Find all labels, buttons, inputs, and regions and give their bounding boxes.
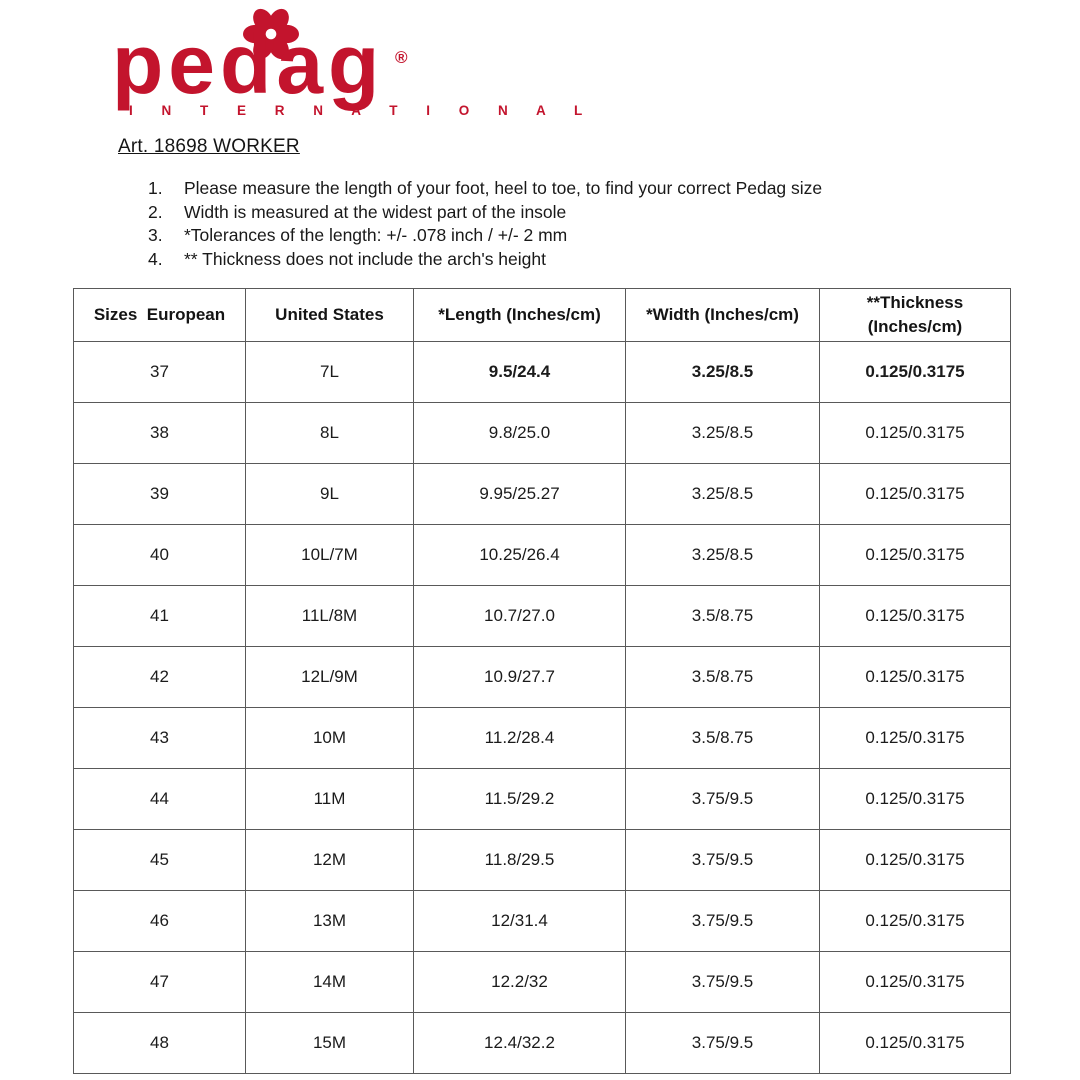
- table-row: [74, 525, 1011, 586]
- cell-length: 9.5/24.4: [414, 342, 626, 403]
- cell-eu-size: 45: [74, 830, 246, 891]
- cell-thickness: 0.125/0.3175: [820, 647, 1011, 708]
- table-row: [74, 342, 1011, 403]
- header-eu-sizes: Sizes European: [74, 289, 246, 342]
- cell-eu-size: 47: [74, 952, 246, 1013]
- note-text: ** Thickness does not include the arch's height: [184, 248, 546, 269]
- note-item: [148, 248, 822, 272]
- table-row: [74, 464, 1011, 525]
- table-body: [74, 342, 1011, 1074]
- cell-length: 12.4/32.2: [414, 1013, 626, 1074]
- cell-eu-size: 44: [74, 769, 246, 830]
- cell-us-size: 13M: [246, 891, 414, 952]
- note-number: 1.: [148, 178, 163, 198]
- cell-length: 10.9/27.7: [414, 647, 626, 708]
- cell-us-size: 12L/9M: [246, 647, 414, 708]
- article-title: Art. 18698 WORKER: [118, 136, 300, 157]
- cell-us-size: 9L: [246, 464, 414, 525]
- cell-width: 3.25/8.5: [626, 403, 820, 464]
- table-row: [74, 586, 1011, 647]
- cell-width: 3.5/8.75: [626, 586, 820, 647]
- cell-us-size: 11L/8M: [246, 586, 414, 647]
- table-row: [74, 1013, 1011, 1074]
- cell-us-size: 8L: [246, 403, 414, 464]
- cell-thickness: 0.125/0.3175: [820, 952, 1011, 1013]
- cell-width: 3.75/9.5: [626, 830, 820, 891]
- cell-length: 12.2/32: [414, 952, 626, 1013]
- cell-width: 3.5/8.75: [626, 647, 820, 708]
- cell-width: 3.25/8.5: [626, 342, 820, 403]
- cell-thickness: 0.125/0.3175: [820, 586, 1011, 647]
- note-number: 2.: [148, 201, 163, 222]
- cell-width: 3.5/8.75: [626, 708, 820, 769]
- header-length: *Length (Inches/cm): [414, 289, 626, 342]
- cell-us-size: 10M: [246, 708, 414, 769]
- cell-thickness: 0.125/0.3175: [820, 708, 1011, 769]
- cell-width: 3.75/9.5: [626, 891, 820, 952]
- cell-length: 9.8/25.0: [414, 403, 626, 464]
- table-row: [74, 647, 1011, 708]
- table-row: [74, 952, 1011, 1013]
- header-width: *Width (Inches/cm): [626, 289, 820, 342]
- note-number: 3.: [148, 225, 163, 245]
- cell-eu-size: 38: [74, 403, 246, 464]
- cell-thickness: 0.125/0.3175: [820, 830, 1011, 891]
- cell-us-size: 11M: [246, 769, 414, 830]
- cell-length: 10.7/27.0: [414, 586, 626, 647]
- note-item: [148, 224, 822, 248]
- cell-thickness: 0.125/0.3175: [820, 1013, 1011, 1074]
- cell-us-size: 10L/7M: [246, 525, 414, 586]
- cell-length: 11.2/28.4: [414, 708, 626, 769]
- cell-width: 3.25/8.5: [626, 525, 820, 586]
- cell-thickness: 0.125/0.3175: [820, 464, 1011, 525]
- cell-eu-size: 46: [74, 891, 246, 952]
- header-us-sizes: United States: [246, 289, 414, 342]
- brand-subtitle: I N T E R N A T I O N A L: [129, 103, 595, 118]
- cell-width: 3.75/9.5: [626, 769, 820, 830]
- table-row: [74, 891, 1011, 952]
- cell-width: 3.75/9.5: [626, 1013, 820, 1074]
- cell-us-size: 15M: [246, 1013, 414, 1074]
- note-item: [148, 201, 822, 225]
- cell-length: 10.25/26.4: [414, 525, 626, 586]
- note-text: Width is measured at the widest part of the insole: [184, 201, 567, 222]
- cell-eu-size: 43: [74, 708, 246, 769]
- brand-wordmark: pedag: [112, 17, 385, 111]
- cell-eu-size: 41: [74, 586, 246, 647]
- cell-eu-size: 40: [74, 525, 246, 586]
- cell-length: 11.8/29.5: [414, 830, 626, 891]
- cell-width: 3.25/8.5: [626, 464, 820, 525]
- cell-thickness: 0.125/0.3175: [820, 403, 1011, 464]
- pedag-logo: [112, 6, 595, 136]
- registered-trademark-icon: ®: [395, 48, 408, 67]
- cell-eu-size: 42: [74, 647, 246, 708]
- table-row: [74, 708, 1011, 769]
- cell-thickness: 0.125/0.3175: [820, 342, 1011, 403]
- note-number: 4.: [148, 248, 163, 269]
- table-row: [74, 403, 1011, 464]
- size-chart-table: [73, 288, 1011, 1074]
- table-row: [74, 769, 1011, 830]
- table-row: [74, 830, 1011, 891]
- cell-eu-size: 39: [74, 464, 246, 525]
- cell-width: 3.75/9.5: [626, 952, 820, 1013]
- cell-eu-size: 37: [74, 342, 246, 403]
- cell-us-size: 12M: [246, 830, 414, 891]
- header-thickness: **Thickness (Inches/cm): [820, 289, 1011, 342]
- cell-thickness: 0.125/0.3175: [820, 891, 1011, 952]
- cell-us-size: 14M: [246, 952, 414, 1013]
- table-header-row: [74, 289, 1011, 342]
- cell-length: 11.5/29.2: [414, 769, 626, 830]
- measurement-notes: [148, 177, 822, 271]
- cell-us-size: 7L: [246, 342, 414, 403]
- note-item: [148, 177, 822, 201]
- cell-length: 9.95/25.27: [414, 464, 626, 525]
- note-text: *Tolerances of the length: +/- .078 inch / +/- 2 mm: [184, 225, 568, 245]
- cell-thickness: 0.125/0.3175: [820, 769, 1011, 830]
- note-text: Please measure the length of your foot, heel to toe, to find your correct Pedag size: [184, 178, 823, 198]
- cell-length: 12/31.4: [414, 891, 626, 952]
- cell-thickness: 0.125/0.3175: [820, 525, 1011, 586]
- cell-eu-size: 48: [74, 1013, 246, 1074]
